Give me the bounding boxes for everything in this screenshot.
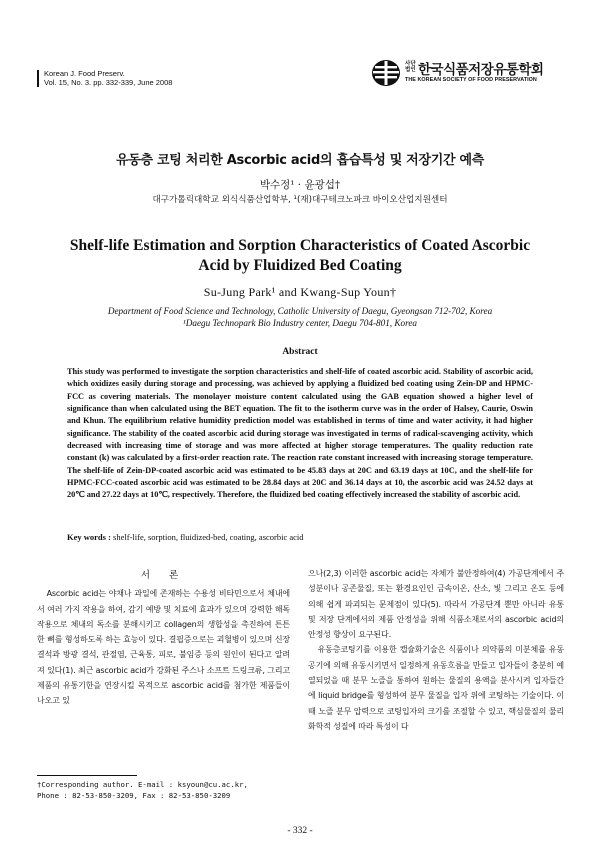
body-paragraph: 유동층코팅기를 이용한 캡슐화기술은 식품이나 의약품의 미분체를 유동 공기에 의해 유동시키면서 일정하게 유동흐름을 만들고 입자들이 충분히 예열되었을 때 분무 노즐을 통하여 원하는 물질의 용액을 분사시켜 입자들간에 liquid bridge를 형성하여 분무 물질을 입자 위에 코팅하는 기술이다. 이 때 노즐 분무 압력으로 코팅입자의 크기를 조절할 수 있고, 핵심물질의 물리화학적 성질에 따라 특성이 다 [308, 645, 564, 731]
korean-title: 유동층 코팅 처리한 Ascorbic acid의 흡습특성 및 저장기간 예측 [116, 153, 484, 168]
body-paragraph: 으나(2,3) 이러한 ascorbic acid는 자체가 불안정하여(4) 가공단계에서 주성분이나 공존물질, 또는 환경요인인 금속이온, 산소, 빛 그리고 온도 등에 의해 쉽게 파괴되는 문제점이 있다(5). 따라서 가공단계 뿐만 아니라 유통 및 저장 단계에서의 제품 안정성을 위해 식품소재로서의 ascorbic acid의 안정성 향상이 요구된다. [308, 569, 564, 640]
society-name-english: THE KOREAN SOCIETY OF FOOD PRESERVATION [405, 77, 537, 83]
keywords-list: shelf-life, sorption, fluidized-bed, coating, ascorbic acid [113, 532, 304, 542]
body-paragraph: Ascorbic acid는 야채나 과일에 존재하는 수용성 비타민으로서 체내에서 여러 가지 작용을 하여, 감기 예방 및 치료에 효과가 있으며 강력한 해독작용으로 체내의 독소를 분해시키고 collagen의 생합성을 촉진하여 튼튼한 뼈를 형성하도록 하는 효능이 있다. 결핍증으로는 괴혈병이 있으며 신장 결석과 방광 결석, 관절염, 근육통, 피로, 불임증 등의 원인이 된다고 알려져 있다(1). 최근 ascorbic acid가 강화된 주스나 소프트 드링크류, 그리고 제품의 유통기한을 연장시킬 목적으로 ascorbic acid를 첨가한 제품들이 나오고 있 [37, 589, 290, 706]
society-emblem-icon [371, 59, 401, 87]
section-heading-introduction: 서 론 [140, 570, 187, 581]
abstract-text: This study was performed to investigate the sorption characteristics and shelf-life of coated ascorbic acid. Stability of ascorbic acid, which oxidizes easily during storage and processing, was achieved by applying a fluidized bed coating using Zein-DP and HPMC-FCC as covering materials. The monolayer moisture content calculated using the GAB equation showed a higher level of significance than when calculated using the BET equation. The fit to the isotherm curve was in the order of Halsey, Caurie, Oswin and Khun. The equilibrium relative humidity prediction model was established in terms of time and water activity, it had higher significance. The stability of the coated ascorbic acid during storage was investigated in terms of radical-scavenging activity, which decreased with increasing time of storage and was more affected at higher storage temperatures. The quality reduction rate constant (k) was calculated by a first-order reaction rate. The reaction rate constant increased with increasing storage temperature. The shelf-life of Zein-DP-coated ascorbic acid was estimated to be 45.83 days at 20C and 63.19 days at 10C, and the shelf-life for HPMC-FCC-coated ascorbic acid was estimated to be 28.84 days at 20C and 36.14 days at 10, the ascorbic acid was 24.52 days at 20℃ and 27.22 days at 10℃, respectively. Therefore, the fluidized bed coating effectively increased the stability of ascorbic acid. [67, 367, 533, 500]
society-prefix: 사단 법인 [405, 61, 416, 73]
footnote-divider [37, 775, 137, 776]
keywords-label: Key words : [67, 532, 111, 542]
corresponding-author-footnote: †Corresponding author. E-mail : ksyoun@cu.ac.kr, Phone : 82-53-850-3209, Fax : 82-53-850-3209 [37, 780, 248, 800]
korean-authors: 박수정¹ · 윤광섭† [259, 179, 341, 191]
english-authors: Su-Jung Park¹ and Kwang-Sup Youn† [203, 285, 397, 299]
society-logo [371, 58, 571, 88]
keywords [67, 532, 533, 542]
korean-affiliation: 대구가톨릭대학교 외식식품산업학부, ¹(재)대구테크노파크 바이오산업지원센터 [152, 195, 448, 205]
body-left-column [37, 568, 290, 709]
body-right-column [308, 566, 564, 734]
journal-name: Korean J. Food Preserv. [44, 69, 125, 78]
english-title: Shelf-life Estimation and Sorption Characteristics of Coated Ascorbic Acid by Fluidized Bed Coating [69, 237, 531, 274]
english-affiliation: Department of Food Science and Technology, Catholic University of Daegu, Gyeongsan 712-702, Korea ¹Daegu Technopark Bio Industry center, Daegu 704-801, Korea [107, 306, 493, 328]
abstract-heading: Abstract [282, 347, 318, 357]
page-number: - 332 - [287, 826, 313, 836]
journal-citation [37, 70, 172, 87]
journal-volume: Vol. 15, No. 3. pp. 332-339, June 2008 [44, 77, 173, 87]
society-name-korean: 한국식품저장유통학회 [418, 62, 544, 78]
